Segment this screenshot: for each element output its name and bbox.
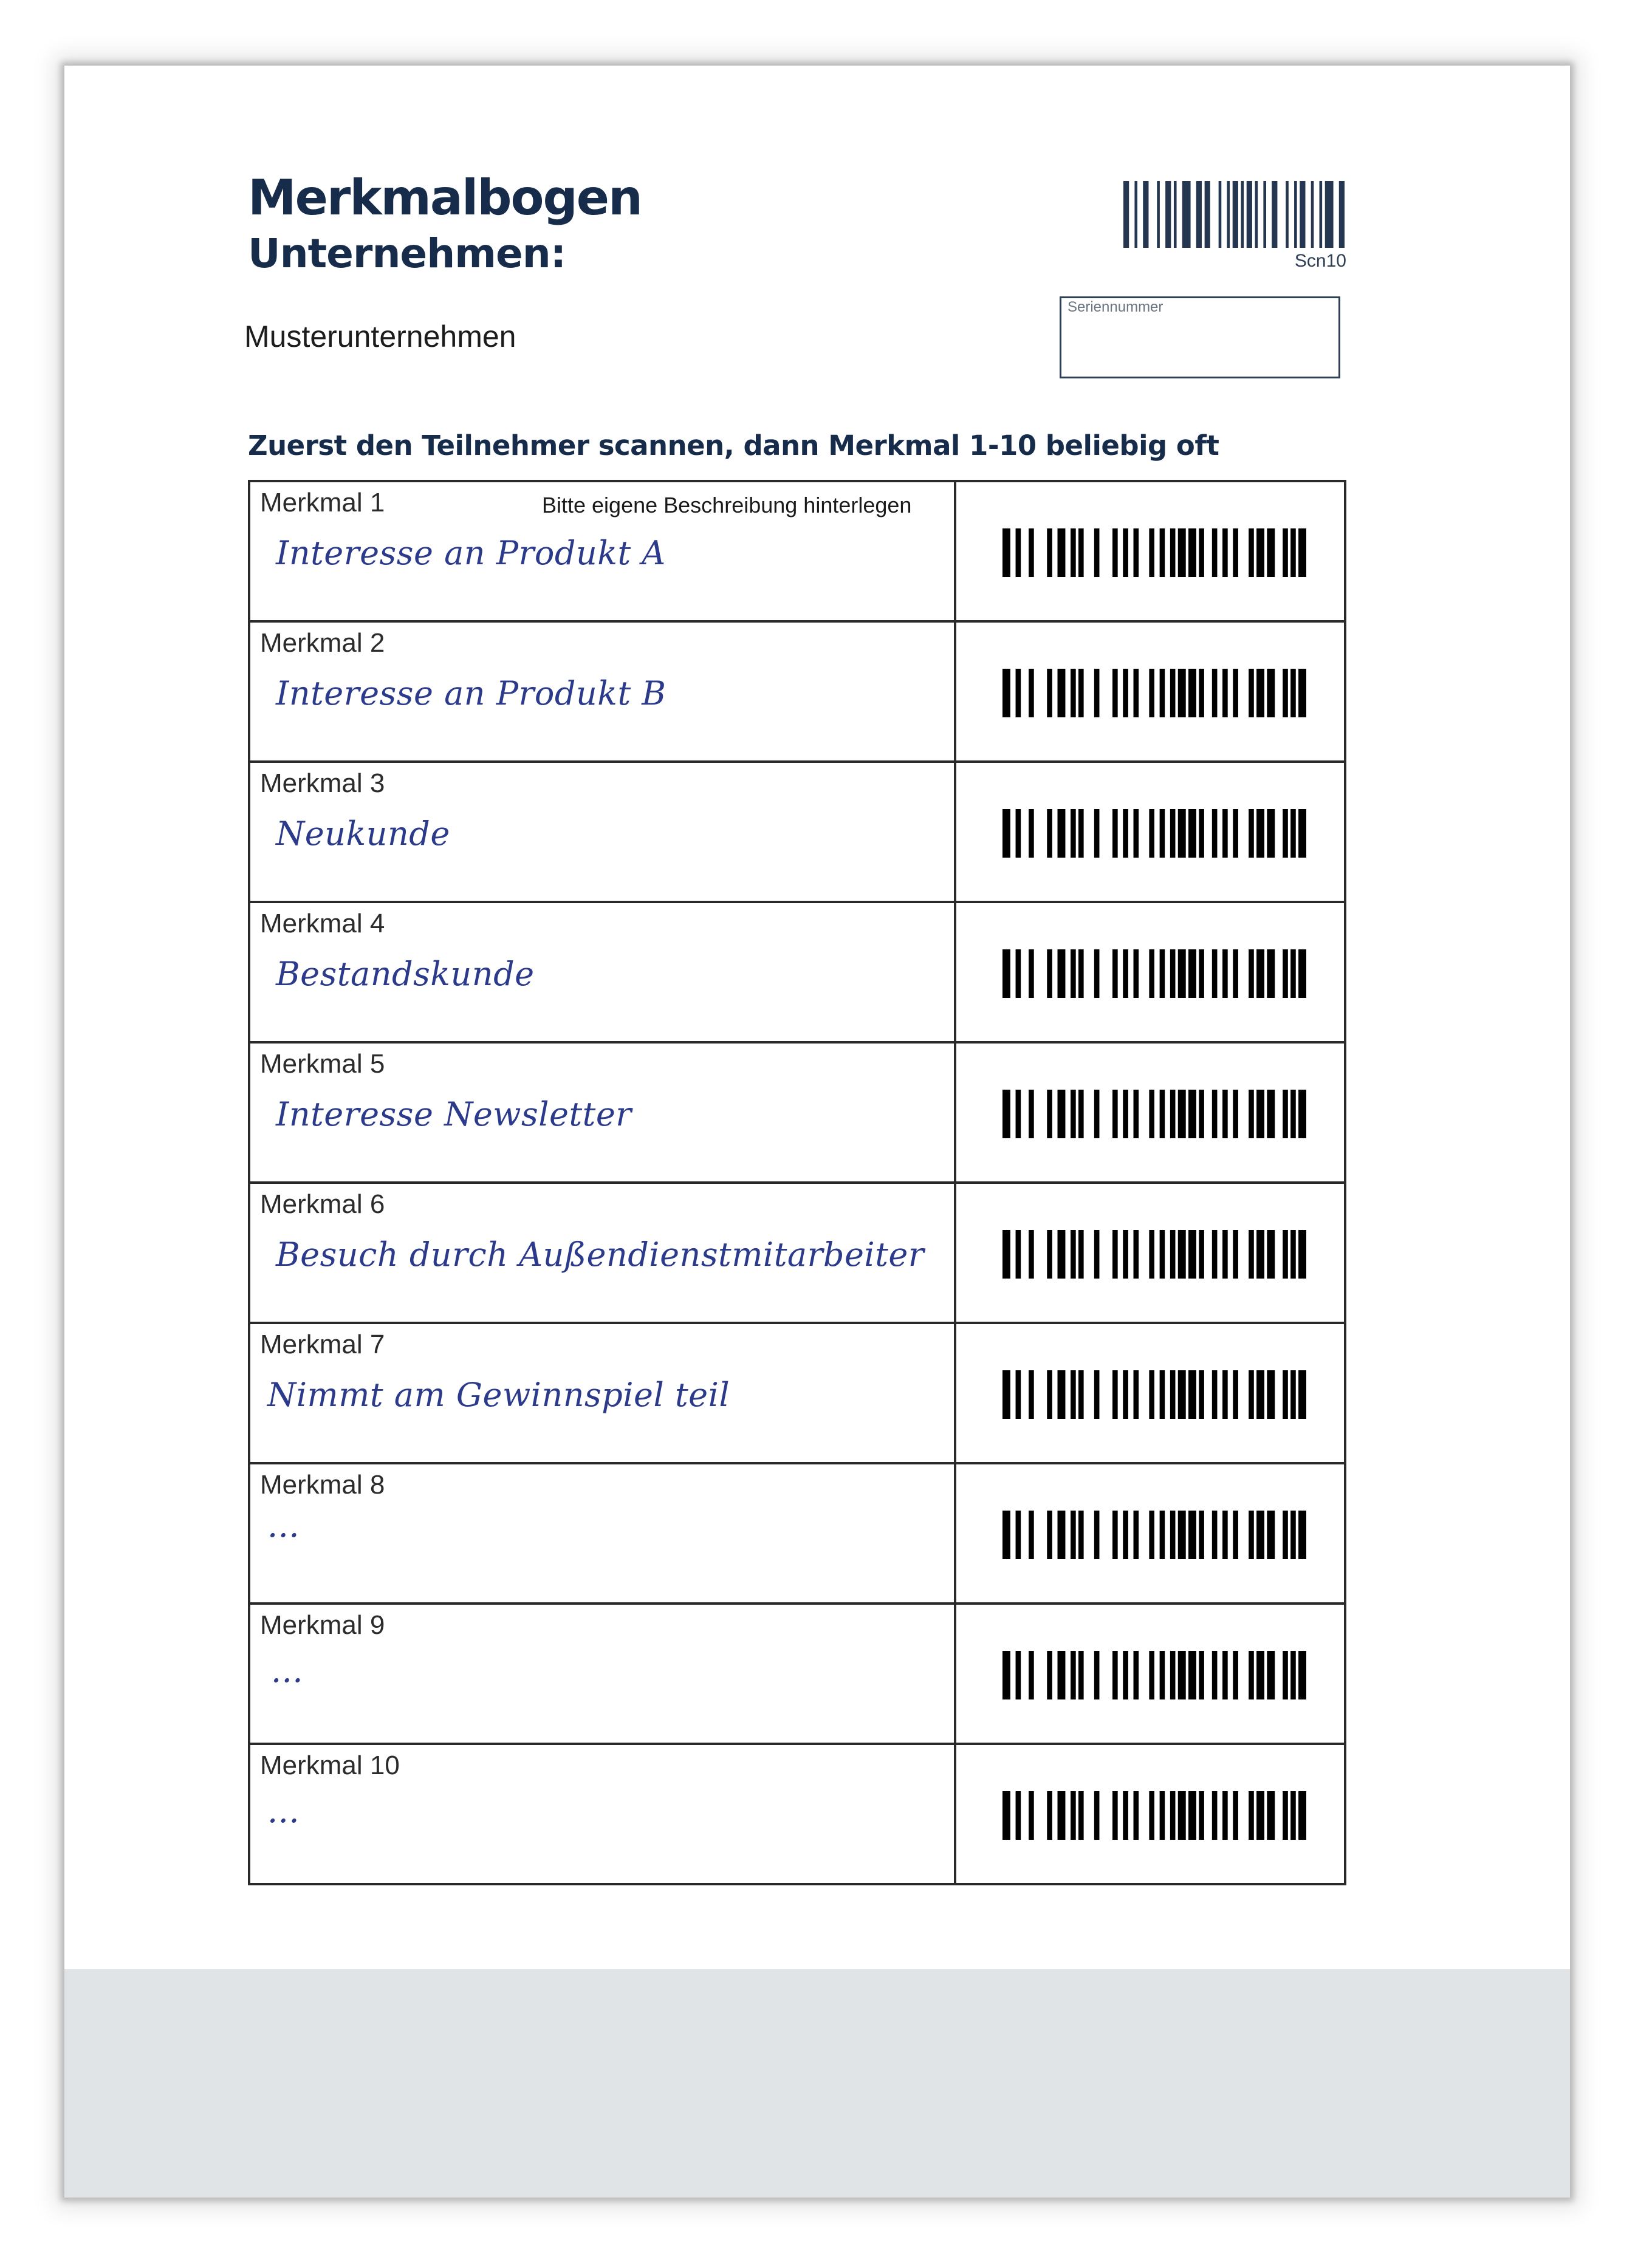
row-description: ... bbox=[271, 1651, 303, 1690]
row-label: Merkmal 7 bbox=[260, 1330, 385, 1359]
row-barcode[interactable] bbox=[1002, 1230, 1306, 1279]
row-barcode[interactable] bbox=[1002, 1651, 1306, 1699]
scanner-barcode-label: Scn10 bbox=[1294, 251, 1346, 271]
row-label: Merkmal 9 bbox=[260, 1610, 385, 1640]
row-label: Merkmal 4 bbox=[260, 909, 385, 938]
table-row bbox=[250, 482, 1344, 623]
row-barcode[interactable] bbox=[1002, 1090, 1306, 1138]
row-barcode[interactable] bbox=[1002, 528, 1306, 577]
row-description: Interesse an Produkt A bbox=[276, 534, 666, 572]
row-description: Interesse an Produkt B bbox=[276, 674, 667, 712]
row-label: Merkmal 5 bbox=[260, 1049, 385, 1079]
row-label: Merkmal 2 bbox=[260, 628, 385, 658]
form-sheet bbox=[64, 66, 1570, 2198]
serial-number-label: Seriennummer bbox=[1067, 299, 1163, 315]
table-row bbox=[250, 1184, 1344, 1324]
footer-band bbox=[64, 1969, 1570, 2198]
row-barcode[interactable] bbox=[1002, 1511, 1306, 1559]
row-label: Merkmal 6 bbox=[260, 1189, 385, 1219]
feature-table bbox=[248, 480, 1346, 1885]
row-barcode[interactable] bbox=[1002, 1370, 1306, 1419]
table-row bbox=[250, 1745, 1344, 1885]
row-barcode[interactable] bbox=[1002, 669, 1306, 717]
table-row bbox=[250, 1605, 1344, 1745]
row-label: Merkmal 10 bbox=[260, 1751, 400, 1780]
table-row bbox=[250, 903, 1344, 1043]
serial-number-field[interactable] bbox=[1060, 296, 1340, 378]
table-row bbox=[250, 623, 1344, 763]
row-label: Merkmal 8 bbox=[260, 1470, 385, 1500]
row-description: Interesse Newsletter bbox=[276, 1095, 632, 1133]
table-row bbox=[250, 1043, 1344, 1184]
table-row bbox=[250, 763, 1344, 903]
row-description: Nimmt am Gewinnspiel teil bbox=[267, 1376, 730, 1414]
row-barcode[interactable] bbox=[1002, 949, 1306, 998]
description-hint: Bitte eigene Beschreibung hinterlegen bbox=[542, 493, 912, 517]
page-title: Merkmalbogen bbox=[248, 169, 642, 226]
row-description: ... bbox=[267, 1792, 300, 1830]
row-description: Neukunde bbox=[276, 815, 450, 853]
row-barcode[interactable] bbox=[1002, 809, 1306, 858]
row-description: Bestandskunde bbox=[276, 955, 535, 993]
row-barcode[interactable] bbox=[1002, 1791, 1306, 1840]
table-row bbox=[250, 1464, 1344, 1605]
instruction-text: Zuerst den Teilnehmer scannen, dann Merkmal 1-10 beliebig oft bbox=[248, 429, 1219, 462]
table-row bbox=[250, 1324, 1344, 1464]
company-name: Musterunternehmen bbox=[244, 319, 516, 354]
row-label: Merkmal 3 bbox=[260, 768, 385, 798]
row-description: ... bbox=[267, 1506, 300, 1545]
row-description: Besuch durch Außendienstmitarbeiter bbox=[276, 1235, 925, 1274]
row-label: Merkmal 1 bbox=[260, 488, 385, 517]
scanner-barcode bbox=[1123, 181, 1345, 248]
page-subtitle: Unternehmen: bbox=[248, 230, 566, 277]
